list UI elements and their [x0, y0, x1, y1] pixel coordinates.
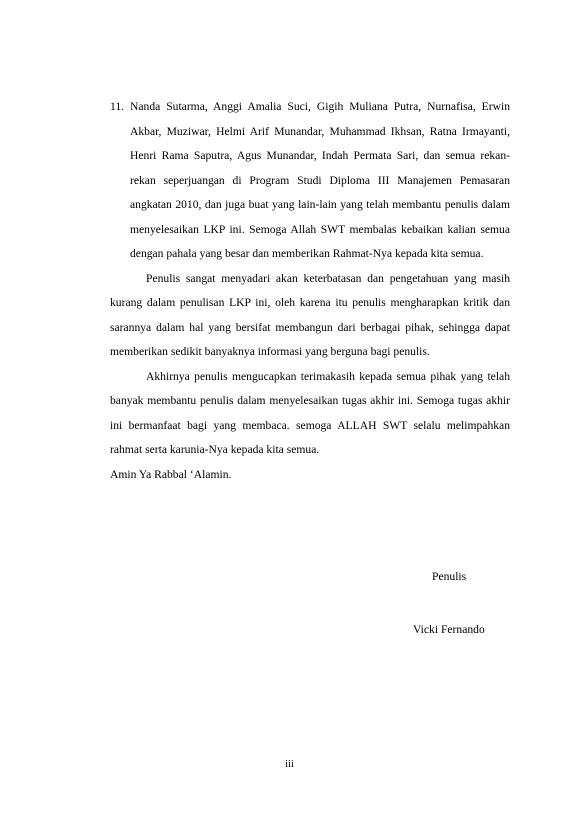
list-item-number: 11.	[110, 100, 125, 113]
body-content	[110, 95, 510, 487]
list-item-text: Nanda Sutarma, Anggi Amalia Suci, Gigih Muliana Putra, Nurnafisa, Erwin Akbar, Muziwar, Helmi Arif Munandar, Muhammad Ikhsan, Ratna Irmayanti, Henri Rama Saputra, Agus Munandar, Indah Permata Sari, dan semua rekan-rekan seperjuangan di Program Studi Diploma III Manajemen Pemasaran angkatan 2010, dan juga buat yang lain-lain yang telah membantu penulis dalam menyelesaikan LKP ini. Semoga Allah SWT membalas kebaikan kalian semua dengan pahala yang besar dan memberikan Rahmat-Nya kepada kita semua.	[130, 100, 510, 260]
paragraph-limitations: Penulis sangat menyadari akan keterbatasan dan pengetahuan yang masih kurang dalam penulisan LKP ini, oleh karena itu penulis mengharapkan kritik dan sarannya dalam hal yang bersifat membangun dari berbagai pihak, sehingga dapat memberikan sedikit banyaknya informasi yang berguna bagi penulis.	[110, 271, 510, 358]
acknowledgement-list-item	[110, 95, 510, 267]
signature-name: Vicki Fernando	[413, 623, 485, 636]
signature-title: Penulis	[432, 570, 467, 583]
paragraph-gratitude: Akhirnya penulis mengucapkan terimakasih kepada semua pihak yang telah banyak membantu penulis dalam menyelesaikan tugas akhir ini. Semoga tugas akhir ini bermanfaat bagi yang membaca. semoga ALLAH SWT selalu melimpahkan rahmat serta karunia-Nya kepada kita semua.	[110, 369, 510, 456]
closing-prayer: Amin Ya Rabbal ‘Alamin.	[110, 467, 232, 481]
page-number: iii	[285, 759, 294, 770]
